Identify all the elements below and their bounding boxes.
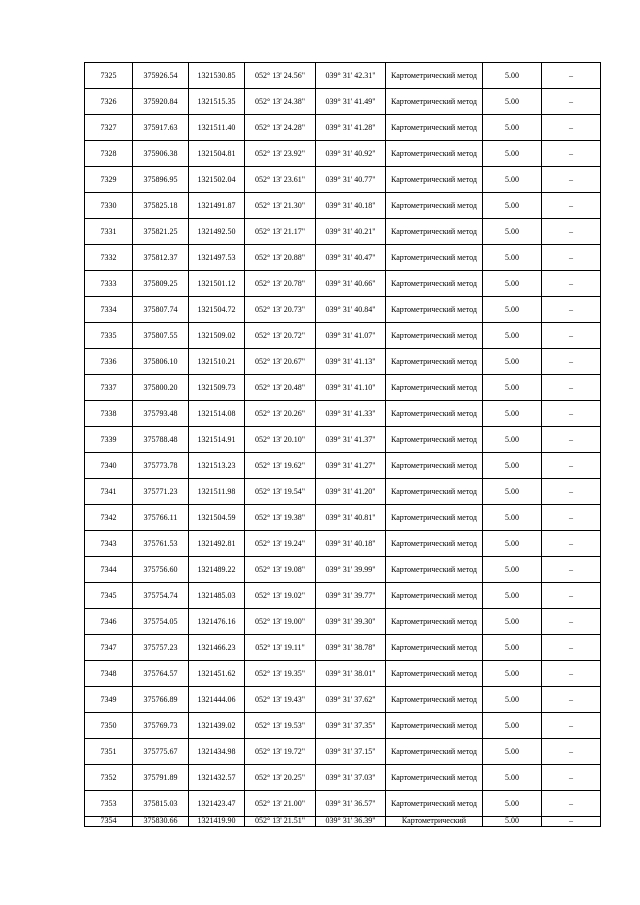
x-coordinate-cell: 375807.55 [133,323,189,349]
method-cell: Картометрический метод [386,765,483,791]
longitude-cell: 039° 31' 40.18" [316,531,386,557]
method-cell: Картометрический метод [386,375,483,401]
y-coordinate-cell: 1321466.23 [189,635,245,661]
note-cell: – [542,791,601,817]
longitude-cell: 039° 31' 40.47" [316,245,386,271]
longitude-cell: 039° 31' 38.01" [316,661,386,687]
x-coordinate-cell: 375806.10 [133,349,189,375]
table-row [85,401,601,427]
point-number-cell: 7334 [85,297,133,323]
table-row [85,193,601,219]
point-number-cell: 7353 [85,791,133,817]
method-cell: Картометрический метод [386,739,483,765]
note-cell: – [542,609,601,635]
table-row [85,531,601,557]
method-cell: Картометрический метод [386,479,483,505]
point-number-cell: 7337 [85,375,133,401]
point-number-cell: 7344 [85,557,133,583]
y-coordinate-cell: 1321492.50 [189,219,245,245]
y-coordinate-cell: 1321492.81 [189,531,245,557]
latitude-cell: 052° 13' 23.92" [245,141,316,167]
table-row [85,583,601,609]
latitude-cell: 052° 13' 19.38" [245,505,316,531]
y-coordinate-cell: 1321504.81 [189,141,245,167]
method-cell: Картометрический метод [386,791,483,817]
table-row [85,375,601,401]
latitude-cell: 052° 13' 20.73" [245,297,316,323]
longitude-cell: 039° 31' 41.07" [316,323,386,349]
x-coordinate-cell: 375825.18 [133,193,189,219]
accuracy-cell: 5.00 [483,141,542,167]
x-coordinate-cell: 375754.74 [133,583,189,609]
latitude-cell: 052° 13' 24.38" [245,89,316,115]
x-coordinate-cell: 375791.89 [133,765,189,791]
method-cell: Картометрический метод [386,713,483,739]
y-coordinate-cell: 1321504.72 [189,297,245,323]
latitude-cell: 052° 13' 19.24" [245,531,316,557]
point-number-cell: 7330 [85,193,133,219]
x-coordinate-cell: 375926.54 [133,63,189,89]
x-coordinate-cell: 375812.37 [133,245,189,271]
latitude-cell: 052° 13' 24.56" [245,63,316,89]
longitude-cell: 039° 31' 41.20" [316,479,386,505]
x-coordinate-cell: 375800.20 [133,375,189,401]
latitude-cell: 052° 13' 20.88" [245,245,316,271]
longitude-cell: 039° 31' 37.15" [316,739,386,765]
table-row [85,765,601,791]
accuracy-cell: 5.00 [483,609,542,635]
point-number-cell: 7339 [85,427,133,453]
x-coordinate-cell: 375771.23 [133,479,189,505]
note-cell: – [542,323,601,349]
y-coordinate-cell: 1321504.59 [189,505,245,531]
y-coordinate-cell: 1321502.04 [189,167,245,193]
x-coordinate-cell: 375830.66 [133,817,189,827]
x-coordinate-cell: 375815.03 [133,791,189,817]
accuracy-cell: 5.00 [483,115,542,141]
longitude-cell: 039° 31' 41.27" [316,453,386,479]
longitude-cell: 039° 31' 37.62" [316,687,386,713]
x-coordinate-cell: 375793.48 [133,401,189,427]
accuracy-cell: 5.00 [483,89,542,115]
longitude-cell: 039° 31' 41.13" [316,349,386,375]
table-row [85,453,601,479]
method-cell: Картометрический метод [386,661,483,687]
coordinates-table [84,62,601,827]
x-coordinate-cell: 375754.05 [133,609,189,635]
table-row [85,271,601,297]
y-coordinate-cell: 1321509.73 [189,375,245,401]
accuracy-cell: 5.00 [483,427,542,453]
longitude-cell: 039° 31' 41.49" [316,89,386,115]
note-cell: – [542,713,601,739]
method-cell: Картометрический метод [386,297,483,323]
table-row [85,245,601,271]
latitude-cell: 052° 13' 23.61" [245,167,316,193]
x-coordinate-cell: 375766.11 [133,505,189,531]
y-coordinate-cell: 1321444.06 [189,687,245,713]
latitude-cell: 052° 13' 19.08" [245,557,316,583]
table-row [85,167,601,193]
accuracy-cell: 5.00 [483,479,542,505]
longitude-cell: 039° 31' 39.30" [316,609,386,635]
note-cell: – [542,635,601,661]
accuracy-cell: 5.00 [483,817,542,827]
accuracy-cell: 5.00 [483,349,542,375]
method-cell: Картометрический метод [386,89,483,115]
note-cell: – [542,401,601,427]
y-coordinate-cell: 1321501.12 [189,271,245,297]
note-cell: – [542,141,601,167]
point-number-cell: 7349 [85,687,133,713]
point-number-cell: 7346 [85,609,133,635]
accuracy-cell: 5.00 [483,713,542,739]
point-number-cell: 7329 [85,167,133,193]
table-row [85,297,601,323]
x-coordinate-cell: 375756.60 [133,557,189,583]
x-coordinate-cell: 375773.78 [133,453,189,479]
longitude-cell: 039° 31' 40.77" [316,167,386,193]
method-cell: Картометрический метод [386,349,483,375]
latitude-cell: 052° 13' 19.62" [245,453,316,479]
point-number-cell: 7343 [85,531,133,557]
y-coordinate-cell: 1321511.40 [189,115,245,141]
longitude-cell: 039° 31' 37.35" [316,713,386,739]
accuracy-cell: 5.00 [483,271,542,297]
document-page [84,62,600,827]
y-coordinate-cell: 1321489.22 [189,557,245,583]
point-number-cell: 7351 [85,739,133,765]
table-row [85,479,601,505]
accuracy-cell: 5.00 [483,401,542,427]
accuracy-cell: 5.00 [483,583,542,609]
y-coordinate-cell: 1321423.47 [189,791,245,817]
accuracy-cell: 5.00 [483,505,542,531]
accuracy-cell: 5.00 [483,791,542,817]
table-row [85,349,601,375]
longitude-cell: 039° 31' 41.28" [316,115,386,141]
accuracy-cell: 5.00 [483,453,542,479]
longitude-cell: 039° 31' 40.66" [316,271,386,297]
point-number-cell: 7327 [85,115,133,141]
accuracy-cell: 5.00 [483,193,542,219]
y-coordinate-cell: 1321497.53 [189,245,245,271]
latitude-cell: 052° 13' 19.53" [245,713,316,739]
method-cell: Картометрический метод [386,141,483,167]
note-cell: – [542,219,601,245]
x-coordinate-cell: 375920.84 [133,89,189,115]
method-cell: Картометрический метод [386,271,483,297]
note-cell: – [542,375,601,401]
x-coordinate-cell: 375807.74 [133,297,189,323]
y-coordinate-cell: 1321509.02 [189,323,245,349]
y-coordinate-cell: 1321419.90 [189,817,245,827]
longitude-cell: 039° 31' 40.81" [316,505,386,531]
table-row [85,739,601,765]
latitude-cell: 052° 13' 19.35" [245,661,316,687]
longitude-cell: 039° 31' 36.57" [316,791,386,817]
point-number-cell: 7347 [85,635,133,661]
latitude-cell: 052° 13' 20.72" [245,323,316,349]
method-cell: Картометрический метод [386,427,483,453]
x-coordinate-cell: 375766.89 [133,687,189,713]
note-cell: – [542,427,601,453]
longitude-cell: 039° 31' 41.10" [316,375,386,401]
table-row [85,89,601,115]
y-coordinate-cell: 1321491.87 [189,193,245,219]
accuracy-cell: 5.00 [483,297,542,323]
note-cell: – [542,115,601,141]
method-cell: Картометрический метод [386,219,483,245]
longitude-cell: 039° 31' 41.33" [316,401,386,427]
point-number-cell: 7338 [85,401,133,427]
longitude-cell: 039° 31' 39.77" [316,583,386,609]
latitude-cell: 052° 13' 19.11" [245,635,316,661]
accuracy-cell: 5.00 [483,219,542,245]
accuracy-cell: 5.00 [483,687,542,713]
note-cell: – [542,661,601,687]
y-coordinate-cell: 1321513.23 [189,453,245,479]
table-row [85,661,601,687]
y-coordinate-cell: 1321530.85 [189,63,245,89]
note-cell: – [542,349,601,375]
longitude-cell: 039° 31' 42.31" [316,63,386,89]
table-row [85,817,601,827]
accuracy-cell: 5.00 [483,661,542,687]
point-number-cell: 7335 [85,323,133,349]
method-cell: Картометрический метод [386,193,483,219]
x-coordinate-cell: 375896.95 [133,167,189,193]
note-cell: – [542,531,601,557]
y-coordinate-cell: 1321485.03 [189,583,245,609]
longitude-cell: 039° 31' 39.99" [316,557,386,583]
longitude-cell: 039° 31' 40.21" [316,219,386,245]
x-coordinate-cell: 375775.67 [133,739,189,765]
point-number-cell: 7336 [85,349,133,375]
note-cell: – [542,89,601,115]
y-coordinate-cell: 1321514.91 [189,427,245,453]
method-cell: Картометрический метод [386,583,483,609]
point-number-cell: 7345 [85,583,133,609]
latitude-cell: 052° 13' 19.00" [245,609,316,635]
y-coordinate-cell: 1321451.62 [189,661,245,687]
longitude-cell: 039° 31' 40.84" [316,297,386,323]
latitude-cell: 052° 13' 20.78" [245,271,316,297]
table-row [85,219,601,245]
latitude-cell: 052° 13' 21.17" [245,219,316,245]
note-cell: – [542,271,601,297]
longitude-cell: 039° 31' 41.37" [316,427,386,453]
y-coordinate-cell: 1321510.21 [189,349,245,375]
accuracy-cell: 5.00 [483,635,542,661]
latitude-cell: 052° 13' 21.51" [245,817,316,827]
latitude-cell: 052° 13' 24.28" [245,115,316,141]
method-cell: Картометрический [386,817,483,827]
latitude-cell: 052° 13' 20.25" [245,765,316,791]
accuracy-cell: 5.00 [483,245,542,271]
latitude-cell: 052° 13' 19.02" [245,583,316,609]
method-cell: Картометрический метод [386,115,483,141]
table-row [85,141,601,167]
method-cell: Картометрический метод [386,505,483,531]
note-cell: – [542,687,601,713]
note-cell: – [542,583,601,609]
accuracy-cell: 5.00 [483,167,542,193]
accuracy-cell: 5.00 [483,739,542,765]
table-row [85,323,601,349]
longitude-cell: 039° 31' 37.03" [316,765,386,791]
y-coordinate-cell: 1321476.16 [189,609,245,635]
note-cell: – [542,765,601,791]
point-number-cell: 7325 [85,63,133,89]
x-coordinate-cell: 375761.53 [133,531,189,557]
x-coordinate-cell: 375788.48 [133,427,189,453]
longitude-cell: 039° 31' 40.92" [316,141,386,167]
point-number-cell: 7354 [85,817,133,827]
latitude-cell: 052° 13' 21.30" [245,193,316,219]
y-coordinate-cell: 1321511.98 [189,479,245,505]
x-coordinate-cell: 375821.25 [133,219,189,245]
table-row [85,687,601,713]
point-number-cell: 7328 [85,141,133,167]
x-coordinate-cell: 375906.38 [133,141,189,167]
point-number-cell: 7348 [85,661,133,687]
note-cell: – [542,479,601,505]
x-coordinate-cell: 375764.57 [133,661,189,687]
latitude-cell: 052° 13' 20.48" [245,375,316,401]
point-number-cell: 7331 [85,219,133,245]
latitude-cell: 052° 13' 20.67" [245,349,316,375]
note-cell: – [542,167,601,193]
note-cell: – [542,245,601,271]
table-row [85,115,601,141]
table-row [85,713,601,739]
point-number-cell: 7341 [85,479,133,505]
y-coordinate-cell: 1321514.08 [189,401,245,427]
point-number-cell: 7332 [85,245,133,271]
latitude-cell: 052° 13' 21.00" [245,791,316,817]
y-coordinate-cell: 1321434.98 [189,739,245,765]
note-cell: – [542,505,601,531]
method-cell: Картометрический метод [386,609,483,635]
y-coordinate-cell: 1321439.02 [189,713,245,739]
latitude-cell: 052° 13' 19.43" [245,687,316,713]
table-row [85,557,601,583]
accuracy-cell: 5.00 [483,63,542,89]
point-number-cell: 7340 [85,453,133,479]
method-cell: Картометрический метод [386,323,483,349]
note-cell: – [542,297,601,323]
latitude-cell: 052° 13' 19.72" [245,739,316,765]
accuracy-cell: 5.00 [483,765,542,791]
note-cell: – [542,453,601,479]
note-cell: – [542,557,601,583]
point-number-cell: 7342 [85,505,133,531]
latitude-cell: 052° 13' 20.26" [245,401,316,427]
table-row [85,63,601,89]
accuracy-cell: 5.00 [483,375,542,401]
method-cell: Картометрический метод [386,167,483,193]
longitude-cell: 039° 31' 38.78" [316,635,386,661]
point-number-cell: 7352 [85,765,133,791]
method-cell: Картометрический метод [386,531,483,557]
note-cell: – [542,193,601,219]
method-cell: Картометрический метод [386,687,483,713]
x-coordinate-cell: 375917.63 [133,115,189,141]
point-number-cell: 7333 [85,271,133,297]
method-cell: Картометрический метод [386,401,483,427]
x-coordinate-cell: 375809.25 [133,271,189,297]
table-row [85,427,601,453]
table-row [85,791,601,817]
table-body [85,63,601,827]
note-cell: – [542,63,601,89]
note-cell: – [542,817,601,827]
method-cell: Картометрический метод [386,63,483,89]
latitude-cell: 052° 13' 19.54" [245,479,316,505]
accuracy-cell: 5.00 [483,531,542,557]
method-cell: Картометрический метод [386,453,483,479]
method-cell: Картометрический метод [386,635,483,661]
latitude-cell: 052° 13' 20.10" [245,427,316,453]
y-coordinate-cell: 1321515.35 [189,89,245,115]
accuracy-cell: 5.00 [483,323,542,349]
point-number-cell: 7350 [85,713,133,739]
point-number-cell: 7326 [85,89,133,115]
y-coordinate-cell: 1321432.57 [189,765,245,791]
method-cell: Картометрический метод [386,245,483,271]
method-cell: Картометрический метод [386,557,483,583]
note-cell: – [542,739,601,765]
x-coordinate-cell: 375769.73 [133,713,189,739]
longitude-cell: 039° 31' 36.39" [316,817,386,827]
accuracy-cell: 5.00 [483,557,542,583]
longitude-cell: 039° 31' 40.18" [316,193,386,219]
table-row [85,609,601,635]
x-coordinate-cell: 375757.23 [133,635,189,661]
table-row [85,505,601,531]
table-row [85,635,601,661]
